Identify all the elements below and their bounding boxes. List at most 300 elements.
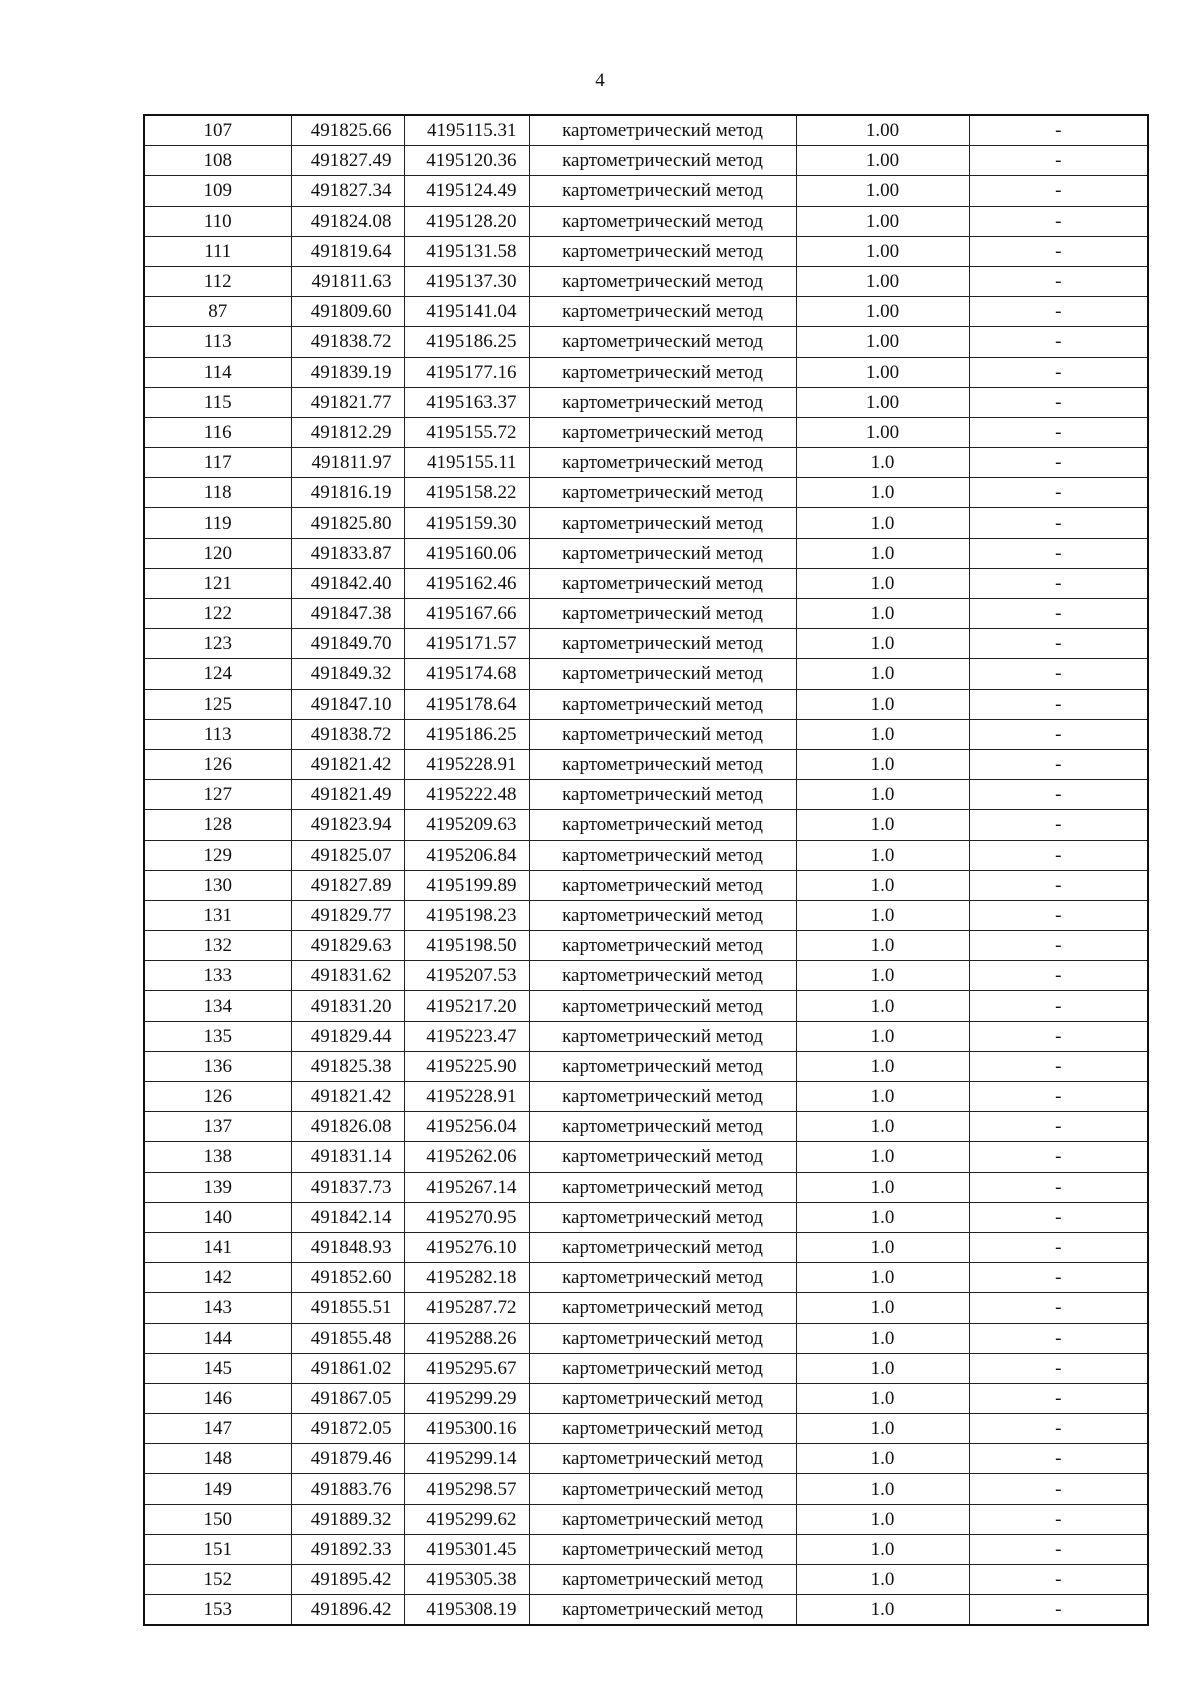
point-number-cell: 130 [144, 870, 291, 900]
description-cell: - [969, 991, 1148, 1021]
point-number-cell: 119 [144, 508, 291, 538]
x-coordinate-cell: 491852.60 [291, 1263, 404, 1293]
point-number-cell: 143 [144, 1293, 291, 1323]
method-cell: картометрический метод [529, 176, 796, 206]
point-number-cell: 113 [144, 327, 291, 357]
y-coordinate-cell: 4195276.10 [404, 1232, 529, 1262]
point-number-cell: 149 [144, 1474, 291, 1504]
method-cell: картометрический метод [529, 629, 796, 659]
description-cell: - [969, 1565, 1148, 1595]
point-number-cell: 109 [144, 176, 291, 206]
accuracy-cell: 1.0 [796, 1293, 969, 1323]
description-cell: - [969, 719, 1148, 749]
x-coordinate-cell: 491837.73 [291, 1172, 404, 1202]
x-coordinate-cell: 491825.80 [291, 508, 404, 538]
y-coordinate-cell: 4195222.48 [404, 780, 529, 810]
y-coordinate-cell: 4195177.16 [404, 357, 529, 387]
point-number-cell: 128 [144, 810, 291, 840]
method-cell: картометрический метод [529, 1112, 796, 1142]
y-coordinate-cell: 4195124.49 [404, 176, 529, 206]
point-number-cell: 136 [144, 1051, 291, 1081]
method-cell: картометрический метод [529, 1414, 796, 1444]
y-coordinate-cell: 4195282.18 [404, 1263, 529, 1293]
method-cell: картометрический метод [529, 115, 796, 146]
table-row [144, 1112, 1148, 1142]
accuracy-cell: 1.0 [796, 1383, 969, 1413]
table-row [144, 1353, 1148, 1383]
description-cell: - [969, 1232, 1148, 1262]
x-coordinate-cell: 491831.62 [291, 961, 404, 991]
table-row [144, 357, 1148, 387]
method-cell: картометрический метод [529, 1474, 796, 1504]
accuracy-cell: 1.0 [796, 1414, 969, 1444]
point-number-cell: 132 [144, 931, 291, 961]
method-cell: картометрический метод [529, 327, 796, 357]
table-row [144, 659, 1148, 689]
table-row [144, 1323, 1148, 1353]
description-cell: - [969, 1263, 1148, 1293]
y-coordinate-cell: 4195163.37 [404, 387, 529, 417]
method-cell: картометрический метод [529, 1323, 796, 1353]
table-row [144, 448, 1148, 478]
accuracy-cell: 1.0 [796, 538, 969, 568]
description-cell: - [969, 1112, 1148, 1142]
point-number-cell: 151 [144, 1534, 291, 1564]
accuracy-cell: 1.0 [796, 1082, 969, 1112]
point-number-cell: 123 [144, 629, 291, 659]
point-number-cell: 111 [144, 236, 291, 266]
method-cell: картометрический метод [529, 266, 796, 296]
point-number-cell: 153 [144, 1595, 291, 1626]
description-cell: - [969, 206, 1148, 236]
point-number-cell: 112 [144, 266, 291, 296]
coordinates-table-body [144, 115, 1148, 1625]
table-row [144, 206, 1148, 236]
description-cell: - [969, 357, 1148, 387]
description-cell: - [969, 810, 1148, 840]
method-cell: картометрический метод [529, 1534, 796, 1564]
accuracy-cell: 1.0 [796, 719, 969, 749]
y-coordinate-cell: 4195270.95 [404, 1202, 529, 1232]
point-number-cell: 133 [144, 961, 291, 991]
description-cell: - [969, 417, 1148, 447]
accuracy-cell: 1.0 [796, 1504, 969, 1534]
accuracy-cell: 1.0 [796, 1021, 969, 1051]
method-cell: картометрический метод [529, 1595, 796, 1626]
accuracy-cell: 1.00 [796, 387, 969, 417]
x-coordinate-cell: 491831.20 [291, 991, 404, 1021]
y-coordinate-cell: 4195162.46 [404, 568, 529, 598]
accuracy-cell: 1.0 [796, 900, 969, 930]
point-number-cell: 127 [144, 780, 291, 810]
point-number-cell: 145 [144, 1353, 291, 1383]
method-cell: картометрический метод [529, 1504, 796, 1534]
point-number-cell: 116 [144, 417, 291, 447]
point-number-cell: 113 [144, 719, 291, 749]
table-row [144, 266, 1148, 296]
y-coordinate-cell: 4195308.19 [404, 1595, 529, 1626]
accuracy-cell: 1.0 [796, 1323, 969, 1353]
accuracy-cell: 1.00 [796, 417, 969, 447]
description-cell: - [969, 568, 1148, 598]
accuracy-cell: 1.0 [796, 689, 969, 719]
table-row [144, 840, 1148, 870]
point-number-cell: 126 [144, 749, 291, 779]
x-coordinate-cell: 491847.10 [291, 689, 404, 719]
description-cell: - [969, 1504, 1148, 1534]
point-number-cell: 137 [144, 1112, 291, 1142]
x-coordinate-cell: 491831.14 [291, 1142, 404, 1172]
x-coordinate-cell: 491895.42 [291, 1565, 404, 1595]
point-number-cell: 138 [144, 1142, 291, 1172]
y-coordinate-cell: 4195298.57 [404, 1474, 529, 1504]
method-cell: картометрический метод [529, 478, 796, 508]
x-coordinate-cell: 491821.42 [291, 749, 404, 779]
y-coordinate-cell: 4195217.20 [404, 991, 529, 1021]
accuracy-cell: 1.00 [796, 146, 969, 176]
table-row [144, 297, 1148, 327]
method-cell: картометрический метод [529, 1202, 796, 1232]
x-coordinate-cell: 491892.33 [291, 1534, 404, 1564]
point-number-cell: 124 [144, 659, 291, 689]
method-cell: картометрический метод [529, 1565, 796, 1595]
y-coordinate-cell: 4195158.22 [404, 478, 529, 508]
x-coordinate-cell: 491896.42 [291, 1595, 404, 1626]
x-coordinate-cell: 491816.19 [291, 478, 404, 508]
table-row [144, 508, 1148, 538]
x-coordinate-cell: 491821.49 [291, 780, 404, 810]
x-coordinate-cell: 491889.32 [291, 1504, 404, 1534]
point-number-cell: 115 [144, 387, 291, 417]
description-cell: - [969, 1051, 1148, 1081]
method-cell: картометрический метод [529, 689, 796, 719]
y-coordinate-cell: 4195178.64 [404, 689, 529, 719]
accuracy-cell: 1.0 [796, 508, 969, 538]
description-cell: - [969, 538, 1148, 568]
table-row [144, 568, 1148, 598]
x-coordinate-cell: 491838.72 [291, 719, 404, 749]
description-cell: - [969, 176, 1148, 206]
table-row [144, 387, 1148, 417]
method-cell: картометрический метод [529, 1383, 796, 1413]
description-cell: - [969, 931, 1148, 961]
y-coordinate-cell: 4195155.72 [404, 417, 529, 447]
point-number-cell: 148 [144, 1444, 291, 1474]
table-row [144, 780, 1148, 810]
accuracy-cell: 1.0 [796, 1534, 969, 1564]
table-row [144, 327, 1148, 357]
description-cell: - [969, 266, 1148, 296]
x-coordinate-cell: 491872.05 [291, 1414, 404, 1444]
method-cell: картометрический метод [529, 1232, 796, 1262]
description-cell: - [969, 115, 1148, 146]
description-cell: - [969, 1534, 1148, 1564]
y-coordinate-cell: 4195301.45 [404, 1534, 529, 1564]
table-row [144, 1565, 1148, 1595]
accuracy-cell: 1.0 [796, 1444, 969, 1474]
accuracy-cell: 1.0 [796, 629, 969, 659]
x-coordinate-cell: 491821.77 [291, 387, 404, 417]
description-cell: - [969, 1142, 1148, 1172]
method-cell: картометрический метод [529, 1172, 796, 1202]
x-coordinate-cell: 491827.49 [291, 146, 404, 176]
table-row [144, 1142, 1148, 1172]
table-row [144, 961, 1148, 991]
method-cell: картометрический метод [529, 357, 796, 387]
accuracy-cell: 1.0 [796, 1051, 969, 1081]
method-cell: картометрический метод [529, 1142, 796, 1172]
method-cell: картометрический метод [529, 1263, 796, 1293]
accuracy-cell: 1.0 [796, 1172, 969, 1202]
x-coordinate-cell: 491849.32 [291, 659, 404, 689]
description-cell: - [969, 599, 1148, 629]
point-number-cell: 118 [144, 478, 291, 508]
table-row [144, 115, 1148, 146]
y-coordinate-cell: 4195299.29 [404, 1383, 529, 1413]
method-cell: картометрический метод [529, 719, 796, 749]
x-coordinate-cell: 491819.64 [291, 236, 404, 266]
accuracy-cell: 1.0 [796, 1263, 969, 1293]
point-number-cell: 150 [144, 1504, 291, 1534]
x-coordinate-cell: 491821.42 [291, 1082, 404, 1112]
point-number-cell: 139 [144, 1172, 291, 1202]
description-cell: - [969, 478, 1148, 508]
method-cell: картометрический метод [529, 568, 796, 598]
method-cell: картометрический метод [529, 236, 796, 266]
x-coordinate-cell: 491855.48 [291, 1323, 404, 1353]
point-number-cell: 141 [144, 1232, 291, 1262]
table-row [144, 1172, 1148, 1202]
y-coordinate-cell: 4195223.47 [404, 1021, 529, 1051]
description-cell: - [969, 1353, 1148, 1383]
y-coordinate-cell: 4195288.26 [404, 1323, 529, 1353]
accuracy-cell: 1.0 [796, 1474, 969, 1504]
method-cell: картометрический метод [529, 749, 796, 779]
table-row [144, 146, 1148, 176]
point-number-cell: 117 [144, 448, 291, 478]
table-row [144, 236, 1148, 266]
x-coordinate-cell: 491812.29 [291, 417, 404, 447]
method-cell: картометрический метод [529, 840, 796, 870]
y-coordinate-cell: 4195160.06 [404, 538, 529, 568]
method-cell: картометрический метод [529, 1051, 796, 1081]
point-number-cell: 120 [144, 538, 291, 568]
method-cell: картометрический метод [529, 659, 796, 689]
accuracy-cell: 1.00 [796, 206, 969, 236]
y-coordinate-cell: 4195256.04 [404, 1112, 529, 1142]
method-cell: картометрический метод [529, 448, 796, 478]
coordinates-table [143, 114, 1149, 1626]
description-cell: - [969, 1082, 1148, 1112]
description-cell: - [969, 297, 1148, 327]
method-cell: картометрический метод [529, 900, 796, 930]
table-row [144, 1534, 1148, 1564]
description-cell: - [969, 1202, 1148, 1232]
method-cell: картометрический метод [529, 206, 796, 236]
accuracy-cell: 1.00 [796, 236, 969, 266]
accuracy-cell: 1.0 [796, 1112, 969, 1142]
method-cell: картометрический метод [529, 1293, 796, 1323]
y-coordinate-cell: 4195228.91 [404, 749, 529, 779]
accuracy-cell: 1.0 [796, 840, 969, 870]
x-coordinate-cell: 491826.08 [291, 1112, 404, 1142]
y-coordinate-cell: 4195186.25 [404, 719, 529, 749]
y-coordinate-cell: 4195295.67 [404, 1353, 529, 1383]
y-coordinate-cell: 4195198.50 [404, 931, 529, 961]
x-coordinate-cell: 491829.44 [291, 1021, 404, 1051]
description-cell: - [969, 689, 1148, 719]
y-coordinate-cell: 4195299.14 [404, 1444, 529, 1474]
method-cell: картометрический метод [529, 810, 796, 840]
point-number-cell: 135 [144, 1021, 291, 1051]
accuracy-cell: 1.0 [796, 749, 969, 779]
table-row [144, 931, 1148, 961]
table-row [144, 1504, 1148, 1534]
description-cell: - [969, 629, 1148, 659]
accuracy-cell: 1.0 [796, 810, 969, 840]
point-number-cell: 140 [144, 1202, 291, 1232]
x-coordinate-cell: 491811.63 [291, 266, 404, 296]
table-row [144, 417, 1148, 447]
description-cell: - [969, 1474, 1148, 1504]
method-cell: картометрический метод [529, 1082, 796, 1112]
x-coordinate-cell: 491842.14 [291, 1202, 404, 1232]
method-cell: картометрический метод [529, 961, 796, 991]
point-number-cell: 147 [144, 1414, 291, 1444]
point-number-cell: 142 [144, 1263, 291, 1293]
x-coordinate-cell: 491811.97 [291, 448, 404, 478]
x-coordinate-cell: 491883.76 [291, 1474, 404, 1504]
method-cell: картометрический метод [529, 508, 796, 538]
description-cell: - [969, 840, 1148, 870]
table-row [144, 749, 1148, 779]
table-row [144, 1232, 1148, 1262]
x-coordinate-cell: 491839.19 [291, 357, 404, 387]
point-number-cell: 134 [144, 991, 291, 1021]
table-row [144, 1202, 1148, 1232]
accuracy-cell: 1.0 [796, 780, 969, 810]
accuracy-cell: 1.0 [796, 659, 969, 689]
x-coordinate-cell: 491833.87 [291, 538, 404, 568]
description-cell: - [969, 1021, 1148, 1051]
method-cell: картометрический метод [529, 599, 796, 629]
x-coordinate-cell: 491823.94 [291, 810, 404, 840]
x-coordinate-cell: 491861.02 [291, 1353, 404, 1383]
x-coordinate-cell: 491824.08 [291, 206, 404, 236]
accuracy-cell: 1.0 [796, 448, 969, 478]
x-coordinate-cell: 491842.40 [291, 568, 404, 598]
method-cell: картометрический метод [529, 991, 796, 1021]
accuracy-cell: 1.0 [796, 961, 969, 991]
method-cell: картометрический метод [529, 1021, 796, 1051]
table-row [144, 1082, 1148, 1112]
y-coordinate-cell: 4195305.38 [404, 1565, 529, 1595]
y-coordinate-cell: 4195186.25 [404, 327, 529, 357]
y-coordinate-cell: 4195120.36 [404, 146, 529, 176]
description-cell: - [969, 659, 1148, 689]
x-coordinate-cell: 491825.07 [291, 840, 404, 870]
table-row [144, 1595, 1148, 1626]
page-number: 4 [595, 70, 605, 91]
table-row [144, 1293, 1148, 1323]
y-coordinate-cell: 4195206.84 [404, 840, 529, 870]
y-coordinate-cell: 4195228.91 [404, 1082, 529, 1112]
description-cell: - [969, 387, 1148, 417]
x-coordinate-cell: 491838.72 [291, 327, 404, 357]
point-number-cell: 87 [144, 297, 291, 327]
y-coordinate-cell: 4195141.04 [404, 297, 529, 327]
accuracy-cell: 1.0 [796, 568, 969, 598]
accuracy-cell: 1.0 [796, 1232, 969, 1262]
method-cell: картометрический метод [529, 780, 796, 810]
description-cell: - [969, 749, 1148, 779]
table-row [144, 991, 1148, 1021]
y-coordinate-cell: 4195199.89 [404, 870, 529, 900]
description-cell: - [969, 1444, 1148, 1474]
method-cell: картометрический метод [529, 297, 796, 327]
description-cell: - [969, 1293, 1148, 1323]
y-coordinate-cell: 4195155.11 [404, 448, 529, 478]
description-cell: - [969, 961, 1148, 991]
table-row [144, 810, 1148, 840]
y-coordinate-cell: 4195207.53 [404, 961, 529, 991]
y-coordinate-cell: 4195267.14 [404, 1172, 529, 1202]
description-cell: - [969, 146, 1148, 176]
x-coordinate-cell: 491855.51 [291, 1293, 404, 1323]
description-cell: - [969, 1383, 1148, 1413]
point-number-cell: 131 [144, 900, 291, 930]
point-number-cell: 144 [144, 1323, 291, 1353]
table-row [144, 1444, 1148, 1474]
point-number-cell: 110 [144, 206, 291, 236]
method-cell: картометрический метод [529, 538, 796, 568]
y-coordinate-cell: 4195174.68 [404, 659, 529, 689]
accuracy-cell: 1.0 [796, 1353, 969, 1383]
y-coordinate-cell: 4195159.30 [404, 508, 529, 538]
y-coordinate-cell: 4195299.62 [404, 1504, 529, 1534]
x-coordinate-cell: 491847.38 [291, 599, 404, 629]
point-number-cell: 107 [144, 115, 291, 146]
method-cell: картометрический метод [529, 870, 796, 900]
description-cell: - [969, 1172, 1148, 1202]
accuracy-cell: 1.0 [796, 599, 969, 629]
x-coordinate-cell: 491829.77 [291, 900, 404, 930]
point-number-cell: 121 [144, 568, 291, 598]
accuracy-cell: 1.00 [796, 357, 969, 387]
description-cell: - [969, 1323, 1148, 1353]
method-cell: картометрический метод [529, 1444, 796, 1474]
table-row [144, 1051, 1148, 1081]
y-coordinate-cell: 4195128.20 [404, 206, 529, 236]
table-row [144, 900, 1148, 930]
description-cell: - [969, 327, 1148, 357]
table-row [144, 1263, 1148, 1293]
accuracy-cell: 1.0 [796, 1202, 969, 1232]
y-coordinate-cell: 4195167.66 [404, 599, 529, 629]
y-coordinate-cell: 4195287.72 [404, 1293, 529, 1323]
point-number-cell: 129 [144, 840, 291, 870]
point-number-cell: 146 [144, 1383, 291, 1413]
point-number-cell: 125 [144, 689, 291, 719]
y-coordinate-cell: 4195171.57 [404, 629, 529, 659]
table-row [144, 870, 1148, 900]
description-cell: - [969, 508, 1148, 538]
table-row [144, 478, 1148, 508]
x-coordinate-cell: 491867.05 [291, 1383, 404, 1413]
table-row [144, 1021, 1148, 1051]
y-coordinate-cell: 4195115.31 [404, 115, 529, 146]
x-coordinate-cell: 491825.38 [291, 1051, 404, 1081]
